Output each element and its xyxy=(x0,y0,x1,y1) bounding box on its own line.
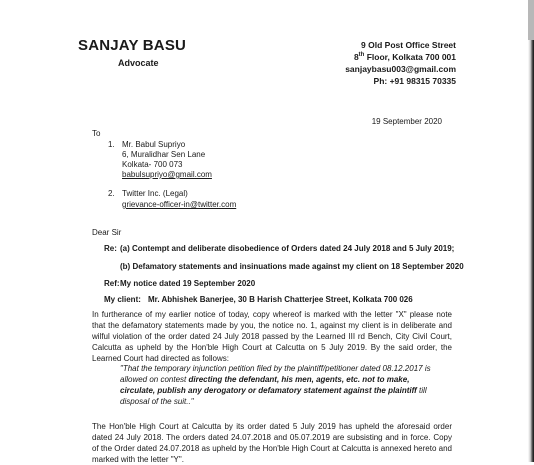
recipient-1-email-link[interactable]: babulsupriyo@gmail.com xyxy=(122,170,212,179)
recipient-1-street: 6, Muralidhar Sen Lane xyxy=(122,150,206,159)
to-label: To xyxy=(92,129,101,138)
court-order-quote: "That the temporary injunction petition filed by the plaintiff/petitioner dated 08.12.2017 is allowed on contest directing the defendant, his men, agents, etc. not to make, circulate, publish any derogatory or defamatory statement against the plaintiff till disposal of the suit.." xyxy=(120,364,431,406)
re-item-b: (b) Defamatory statements and insinuations made against my client on 18 September 2020 xyxy=(120,262,464,271)
re-item-a: (a) Contempt and deliberate disobedience of Orders dated 24 July 2018 and 5 July 2019; xyxy=(120,244,455,253)
sender-name: SANJAY BASU xyxy=(78,37,187,54)
ref-label: Ref: xyxy=(104,279,120,288)
scan-edge-top xyxy=(528,0,534,40)
ref-text: My notice dated 19 September 2020 xyxy=(120,279,256,288)
recipient-2-name: Twitter Inc. (Legal) xyxy=(122,189,188,198)
address-line-2: 8th Floor, Kolkata 700 001 xyxy=(353,52,456,62)
re-label: Re: xyxy=(104,244,117,253)
sender-email: sanjaybasu003@gmail.com xyxy=(345,64,456,74)
address-line-1: 9 Old Post Office Street xyxy=(361,40,456,50)
body-paragraph-2: The Hon'ble High Court at Calcutta by its order dated 5 July 2019 has upheld the aforesaid order dated 24 July 2018. The orders dated 24.07.2018 and 05.07.2019 are subsisting and in force. Copy of the Order dated 24.07.2018 as upheld by the Hon'ble High Court at Calcutta is annexed hereto and marked with the letter "Y". xyxy=(92,422,452,464)
body-paragraph-1: In furtherance of my earlier notice of today, copy whereof is marked with the letter "X" please note that the defamatory statements made by you, the notice no. 1, against my client is in deliberate and wilful violation of the order dated 24 July 2018 passed by the Learned III rd Bench, City Civil Court, Calcutta as upheld by the Hon'ble High Court at Calcutta on 5 July 2019. By the said order, the Learned Court had directed as follows: xyxy=(92,310,452,363)
recipient-2-email-link[interactable]: grievance-officer-in@twitter.com xyxy=(122,200,237,209)
salutation: Dear Sir xyxy=(92,228,122,237)
recipient-1-number: 1. xyxy=(108,140,115,149)
scan-edge-shadow xyxy=(528,0,534,462)
recipient-2-number: 2. xyxy=(108,189,115,198)
sender-role: Advocate xyxy=(118,58,159,68)
letter-date: 19 September 2020 xyxy=(371,117,442,126)
client-text: Mr. Abhishek Banerjee, 30 B Harish Chatterjee Street, Kolkata 700 026 xyxy=(148,295,413,304)
recipient-1-name: Mr. Babul Supriyo xyxy=(122,140,186,149)
client-label: My client: xyxy=(104,295,141,304)
recipient-1-city: Kolkata- 700 073 xyxy=(122,160,183,169)
sender-phone: Ph: +91 98315 70335 xyxy=(373,76,456,86)
